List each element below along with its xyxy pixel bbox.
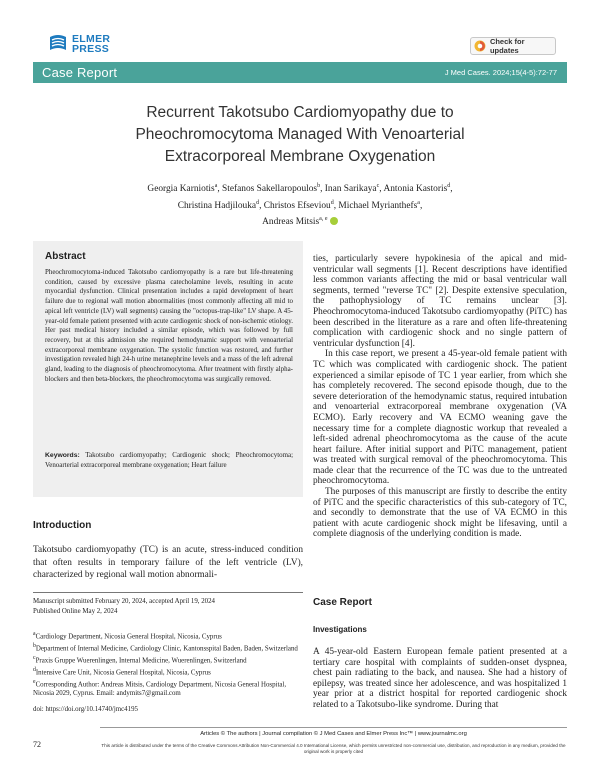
affiliation	[33, 630, 303, 642]
paragraph: ties, particularly severe hypokinesia of the apical and mid-ventricular wall segments [1]. Recent descriptions have identified less common variants affecting the mid or basal ventricular wall segments, termed "reverse TC" [2]. Despite extensive speculation, the pathophysiology of TC remains unclear [3]. Pheochromocytoma-induced Takotsubo cardiomyopathy (PiTC) has been described in the literature as a rare and often life-threatening complication with cardiogenic shock and no single pattern of ventricular dysfunction [4].	[313, 254, 567, 349]
author-affil: d	[256, 199, 260, 206]
author-name: Andreas Mitsis	[262, 217, 320, 228]
affiliation-sup: e	[33, 678, 36, 685]
online-date: Published Online May 2, 2024	[33, 607, 118, 615]
abstract-heading: Abstract	[45, 251, 86, 262]
affiliation-text: Cardiology Department, Nicosia General Hospital, Nicosia, Cyprus	[35, 633, 222, 641]
affiliation-sup: a	[33, 631, 36, 637]
footer-divider	[100, 727, 567, 728]
author-name: Michael Myrianthefs	[338, 200, 418, 211]
orcid-icon[interactable]	[330, 217, 338, 225]
publisher-line1: ELMER	[72, 33, 111, 45]
author	[147, 184, 222, 194]
affiliations	[33, 630, 303, 699]
affiliation-sup: c	[33, 654, 36, 661]
author	[383, 184, 452, 194]
check-updates-label: Check for updates	[489, 37, 525, 55]
abstract-text: Pheochromocytoma-induced Takotsubo cardiomyopathy is a rare but life-threatening condition, caused by excessive plasma catecholamine levels, resulting in acute myocardial dysfunction. Clinical presentation includes a rapid development of heart failure due to regional wall motion abnormalities (most commonly affecting all mid to apical left ventricle (LV) wall segments) causing the "octopus-trap-like" LV shape. A 45-year-old female patient presented with acute cardiogenic shock of non-ischemic etiology. Her past medical history included a similar episode, which was followed by full recovery, but at this admission she required hemodynamic support with venoarterial extracorporeal membrane oxygenation. The systolic function was restored, and further investigation revealed high 24-h urine metanephrine levels and a mass of the left adrenal gland, leading to the diagnosis of pheochromocytoma. After treatment with firstly alpha-blockers and then beta-blockers, the pheochromocytoma was surgically removed.	[45, 268, 293, 383]
author-sep: ,	[333, 200, 339, 211]
paragraph: The purposes of this manuscript are firstly to describe the entity of PiTC and the specific characteristics of this sub-category of TC, and secondly to demonstrate that the use of VA ECMO in this patient with acute cardiogenic shock might be lifesaving, until a complete diagnosis of the underlying condition is made.	[313, 487, 567, 540]
elmer-press-logo-icon	[47, 33, 69, 55]
author-sep: ,	[259, 200, 264, 211]
title-line-1: Recurrent Takotsubo Cardiomyopathy due to	[146, 104, 454, 121]
footer-copyright: Articles © The authors | Journal compilation © J Med Cases and Elmer Press Inc™ | www.journalmc.org	[200, 731, 467, 737]
paragraph: In this case report, we present a 45-year-old female patient with TC which was complicated with cardiogenic shock. The patient experienced a similar episode of TC 1 year earlier, from which she has completely recovered. The second episode though, due to the severe deterioration of the hemodynamic status, required intubation and venoarterial extracorporeal membrane oxygenation (VA ECMO). Early recovery and VA ECMO weaning gave the necessary time for a complete diagnostic workup that revealed a left-sided adrenal pheochromocytoma as the cause of the acute heart failure. After initial support and PiTC management, patient was treated with surgical removal of the pheochromocytoma. This made clear that the recurrence of the TC was due to the untreated pheochromocytoma.	[313, 349, 567, 487]
section-label: Case Report	[42, 65, 118, 80]
author-affil: a	[214, 183, 218, 189]
author-affil: d	[330, 199, 334, 206]
author-name: Christos Efseviou	[263, 200, 331, 211]
author-name: Antonia Kastoris	[383, 184, 448, 195]
page-number: 72	[33, 740, 41, 749]
footnote-divider	[33, 592, 303, 593]
author-name: Stefanos Sakellaropoulos	[222, 184, 318, 195]
affiliation-text: Intensive Care Unit, Nicosia General Hospital, Nicosia, Cyprus	[35, 668, 211, 676]
article-title	[60, 102, 540, 168]
check-updates-icon	[474, 40, 486, 52]
publisher-name	[72, 34, 110, 54]
author	[262, 217, 327, 227]
title-line-2: Pheochromocytoma Managed With Venoarterial	[135, 126, 465, 143]
affiliation	[33, 666, 303, 678]
journal-citation: J Med Cases. 2024;15(4-5):72-77	[444, 68, 557, 77]
introduction-heading: Introduction	[33, 520, 92, 531]
author-affil: d	[447, 183, 451, 189]
author-sep: ,	[320, 184, 325, 195]
author-sep: ,	[450, 184, 453, 195]
author	[222, 184, 325, 194]
author-sep: ,	[217, 184, 223, 195]
affiliation-sup: b	[33, 642, 36, 649]
affiliation-text: Department of Internal Medicine, Cardiology Clinic, Kantonsspital Baden, Baden, Switzerland	[35, 645, 298, 653]
publisher-line2: PRESS	[72, 43, 110, 55]
author	[338, 201, 422, 211]
footer-license: This article is distributed under the terms of the Creative Commons Attribution Non-Commercial 4.0 International License, which permits unrestricted non-commercial use, distribution, and reproduction in any medium, provided the original work is properly cited	[101, 743, 566, 755]
keywords-label: Keywords:	[45, 452, 80, 459]
author	[264, 201, 339, 211]
author-sep: ,	[379, 184, 384, 195]
check-for-updates-button[interactable]	[470, 37, 556, 55]
author	[178, 201, 264, 211]
author-name: Inan Sarikaya	[324, 184, 377, 195]
case-report-heading: Case Report	[313, 597, 372, 608]
affiliation-text: Corresponding Author: Andreas Mitsis, Cardiology Department, Nicosia General Hospital, Nicosia 2029, Cyprus. Email: andymits7@gmail.com	[33, 680, 287, 698]
introduction-text: Takotsubo cardiomyopathy (TC) is an acute, stress-induced condition that often results in temporary failure of the left ventricle (LV), characterized by regional wall motion abnormali-	[33, 545, 303, 581]
author-affil: a	[417, 199, 420, 206]
author	[325, 184, 384, 194]
affiliation	[33, 654, 303, 666]
affiliation	[33, 678, 303, 699]
affiliation-sup: d	[33, 666, 36, 673]
affiliation	[33, 642, 303, 654]
affiliation-text: Praxis Gruppe Wuerenlingen, Internal Medicine, Wuerenlingen, Switzerland	[35, 657, 247, 665]
title-line-3: Extracorporeal Membrane Oxygenation	[164, 148, 436, 165]
author-name: Christina Hadjilouka	[177, 200, 257, 211]
right-column	[313, 254, 567, 540]
keywords	[45, 451, 293, 470]
keywords-text: Takotsubo cardiomyopathy; Cardiogenic shock; Pheochromocytoma; Venoarterial extracorporeal membrane oxygenation; Heart failure	[45, 451, 293, 469]
author-affil: c	[376, 183, 380, 189]
investigations-heading: Investigations	[313, 625, 367, 634]
author-name: Georgia Karniotis	[147, 184, 215, 195]
submitted-date: Manuscript submitted February 20, 2024, accepted April 19, 2024	[33, 598, 215, 605]
author-affil: b	[317, 183, 321, 189]
doi-link[interactable]: doi: https://doi.org/10.14740/jmc4195	[33, 706, 138, 713]
publisher-logo	[47, 31, 110, 57]
case-report-text: A 45-year-old Eastern European female patient presented at a tertiary care hospital with complaints of sudden-onset dyspnea, chest pain radiating to the back, and nausea. She had a history of epilepsy, was treated since her adolescence, and was hospitalized 1 year prior at a district hospital for reported cardiogenic shock related to a Takotsubo-like syndrome. During that	[313, 647, 567, 710]
author-sep: ,	[419, 200, 423, 211]
author-affil: a, e	[319, 216, 328, 223]
author-list	[80, 180, 520, 230]
manuscript-dates	[33, 597, 303, 616]
